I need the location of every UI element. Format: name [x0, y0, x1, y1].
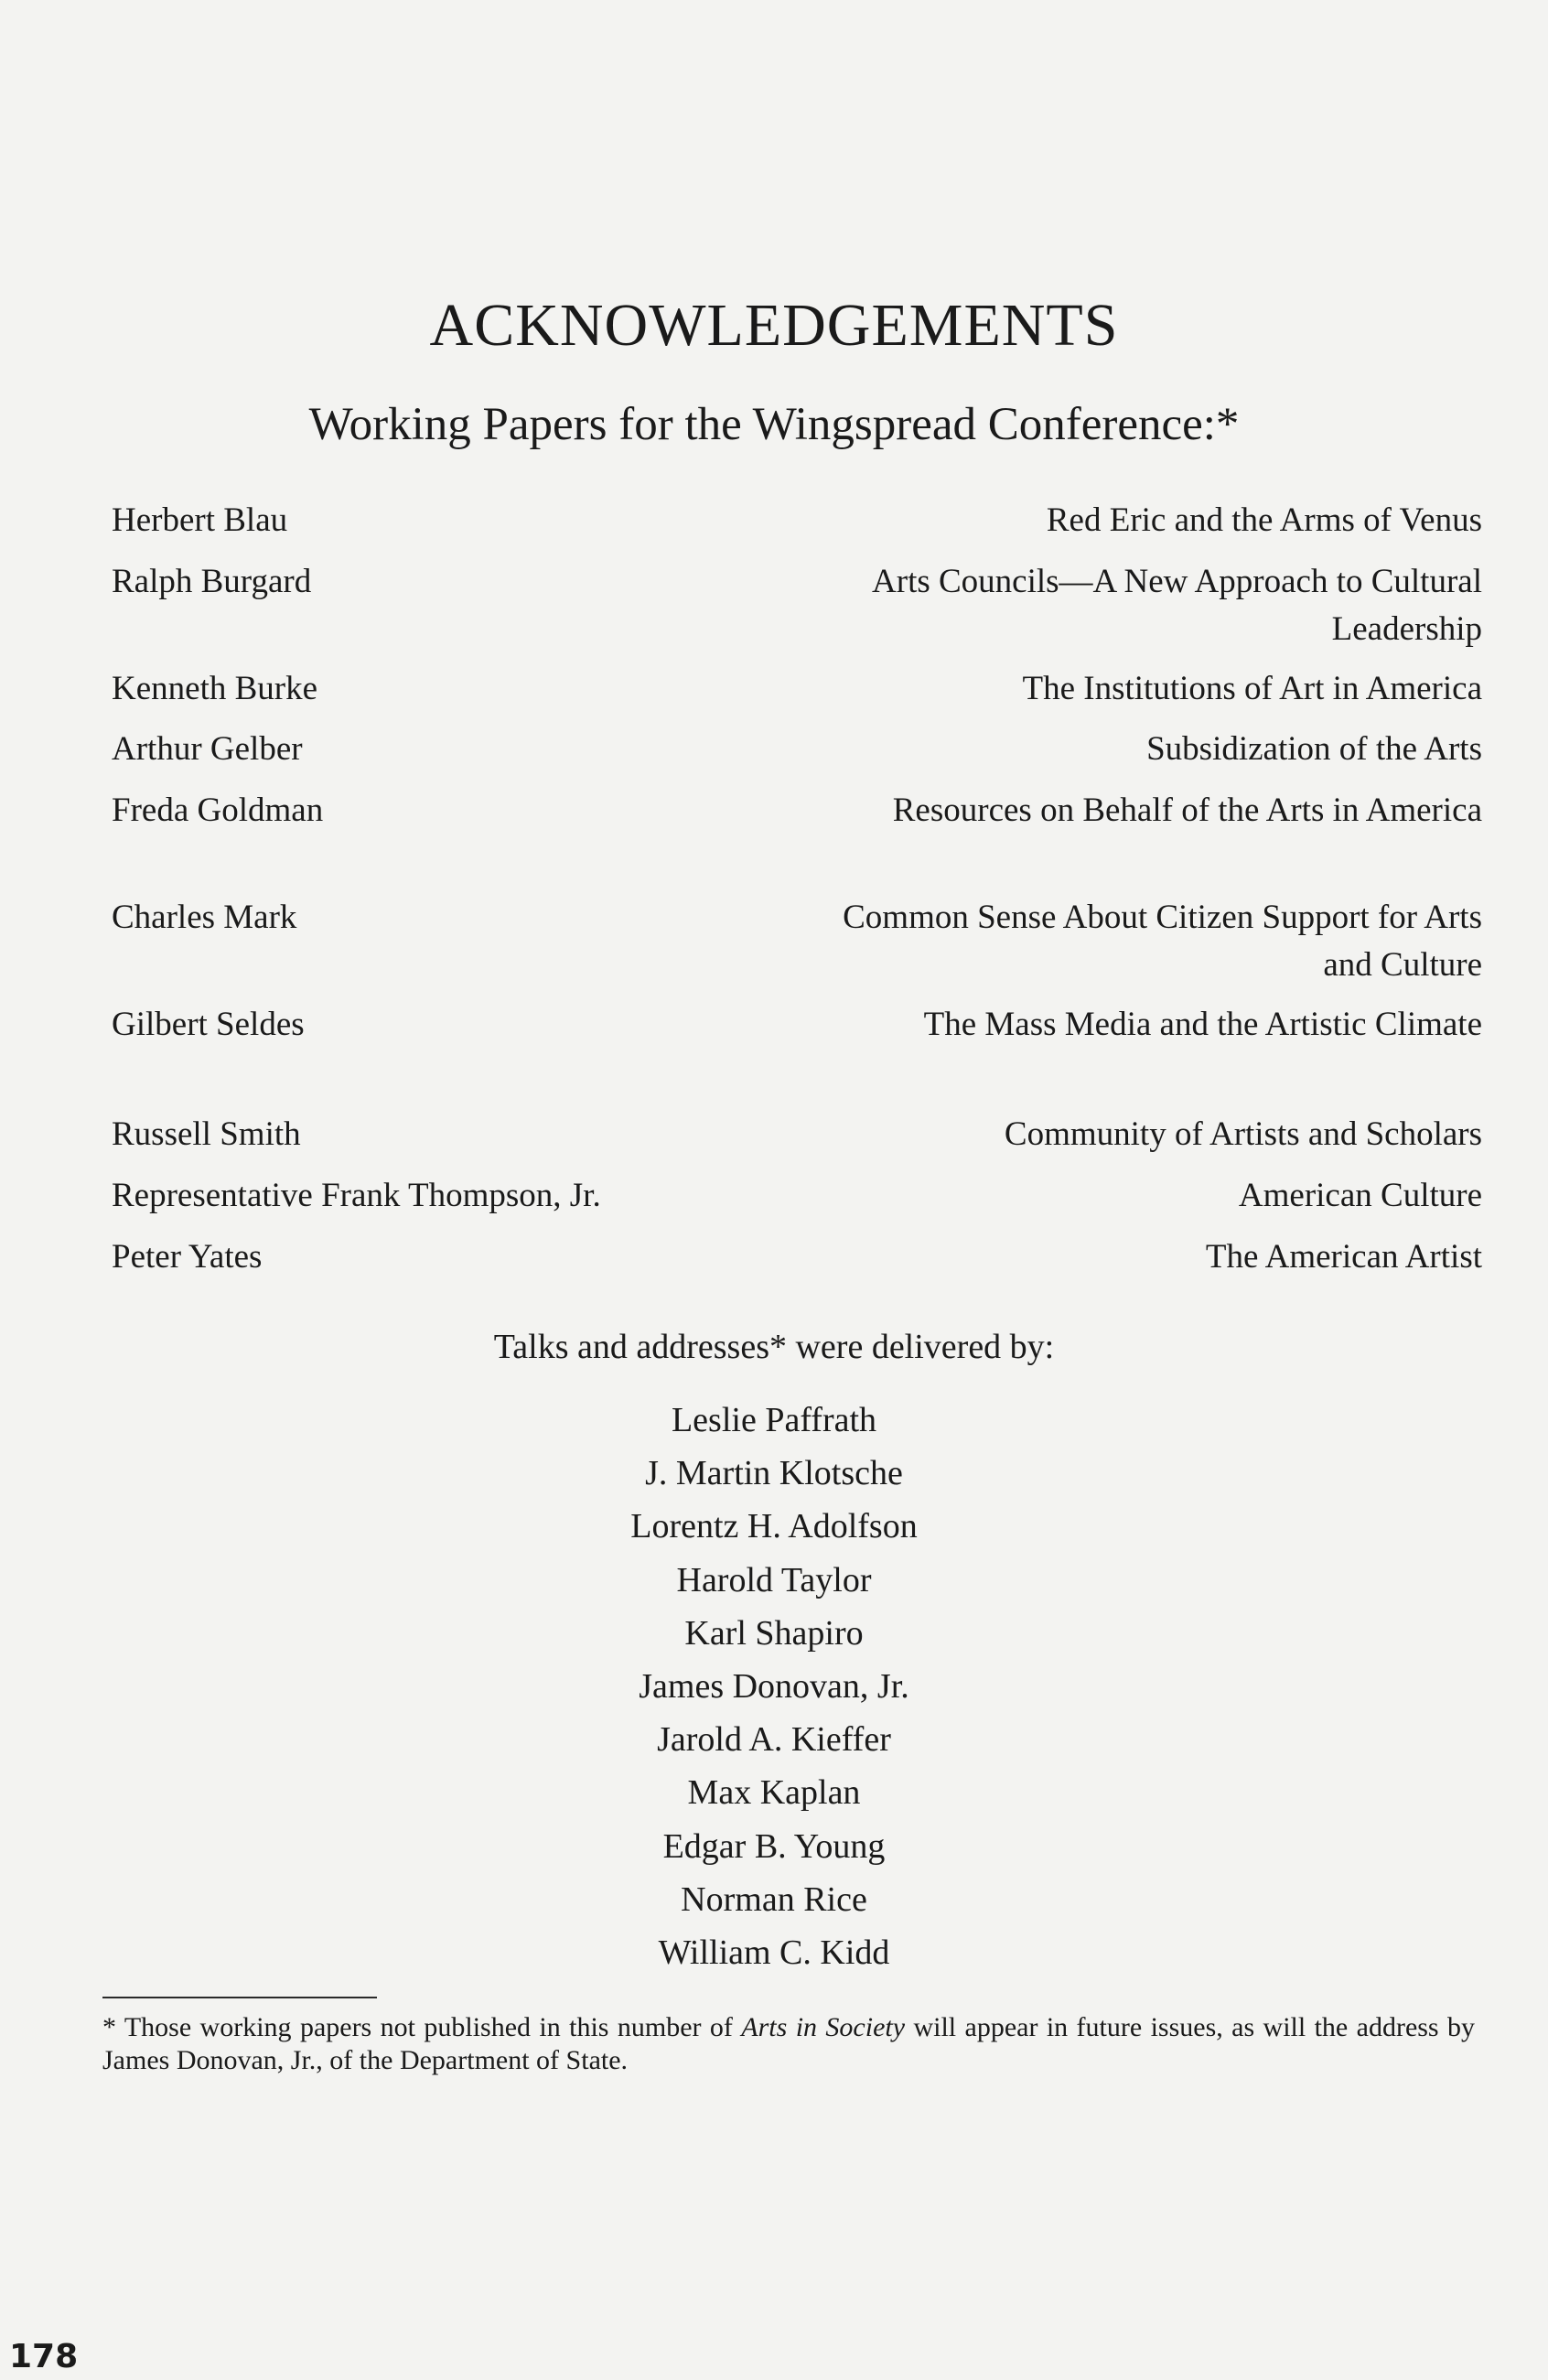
speaker-name: James Donovan, Jr. — [639, 1666, 909, 1706]
paper-title: The Mass Media and the Artistic Climate — [923, 1006, 1482, 1043]
speaker-name: Jarold A. Kieffer — [657, 1720, 891, 1760]
speaker-name: Edgar B. Young — [662, 1826, 886, 1866]
speaker-name: Lorentz H. Adolfson — [630, 1507, 918, 1546]
paper-title: American Culture — [1238, 1177, 1482, 1214]
speaker-name: Max Kaplan — [687, 1773, 861, 1813]
speaker-name: Norman Rice — [681, 1879, 867, 1919]
paper-author: Gilbert Seldes — [112, 1006, 305, 1043]
paper-author: Peter Yates — [112, 1238, 263, 1276]
paper-title: Subsidization of the Arts — [1146, 730, 1482, 768]
paper-author: Freda Goldman — [112, 792, 324, 829]
paper-author: Ralph Burgard — [112, 563, 312, 600]
footnote-text: * Those working papers not published in this number of — [102, 2012, 742, 2042]
paper-title: Resources on Behalf of the Arts in America — [892, 792, 1482, 829]
page-title: ACKNOWLEDGEMENTS — [429, 292, 1119, 359]
talks-heading: Talks and addresses* were delivered by: — [493, 1328, 1055, 1366]
footnote — [102, 2011, 1475, 2077]
paper-author: Charles Mark — [112, 899, 297, 936]
paper-title: Red Eric and the Arms of Venus — [1046, 501, 1482, 539]
paper-title: Community of Artists and Scholars — [1004, 1115, 1482, 1153]
paper-title: The American Artist — [1205, 1238, 1482, 1276]
speaker-list — [0, 1394, 1548, 1979]
footnote-divider — [102, 1997, 377, 1998]
page-number: 178 — [9, 2338, 79, 2375]
paper-author: Arthur Gelber — [112, 730, 303, 768]
speaker-name: Leslie Paffrath — [671, 1401, 877, 1439]
speaker-name: J. Martin Klotsche — [645, 1454, 903, 1493]
speaker-name: William C. Kidd — [658, 1933, 890, 1972]
paper-title: Arts Councils—A New Approach to Cultural Leadership — [872, 563, 1482, 648]
paper-title: The Institutions of Art in America — [1022, 670, 1482, 707]
speaker-name: Harold Taylor — [676, 1560, 872, 1599]
paper-author: Herbert Blau — [112, 501, 288, 539]
paper-author: Russell Smith — [112, 1115, 301, 1153]
speaker-name: Karl Shapiro — [684, 1613, 864, 1653]
journal-title: Arts in Society — [741, 2012, 906, 2042]
paper-author: Representative Frank Thompson, Jr. — [112, 1177, 601, 1214]
page-subtitle: Working Papers for the Wingspread Conference:* — [308, 399, 1240, 450]
paper-title: Common Sense About Citizen Support for Arts and Culture — [843, 899, 1482, 984]
footnote-text: will appear in future issues, as will the address by James Donovan, Jr., of the Department of State. — [102, 2012, 1475, 2075]
paper-author: Kenneth Burke — [112, 670, 318, 707]
